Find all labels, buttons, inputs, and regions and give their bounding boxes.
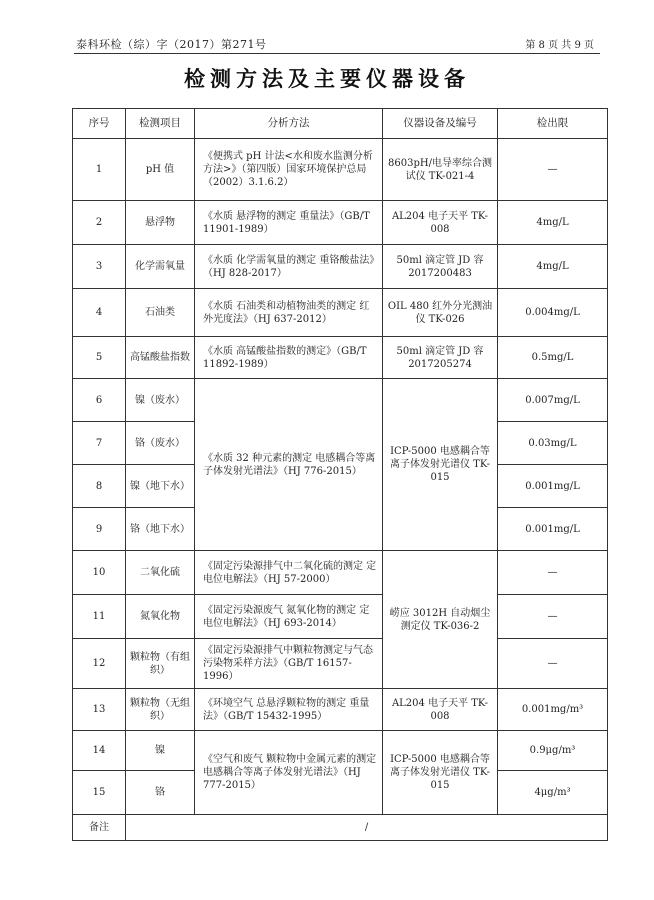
analysis-method: 《便携式 pH 计法<水和废水监测分析方法>》（第四版）国家环境保护总局（2002）3.1.6.2） (195, 139, 383, 201)
detection-limit: 4μg/m³ (498, 771, 608, 815)
detection-limit: 0.001mg/L (498, 465, 608, 508)
analysis-method: 《环境空气 总悬浮颗粒物的测定 重量法》（GB/T 15432-1995） (195, 689, 383, 731)
table-row (73, 639, 608, 689)
row-number: 5 (73, 337, 126, 379)
test-item: 颗粒物（无组织） (126, 689, 195, 731)
table-row (73, 139, 608, 201)
analysis-method: 《水质 悬浮物的测定 重量法》（GB/T 11901-1989） (195, 201, 383, 245)
row-number: 12 (73, 639, 126, 689)
instrument: AL204 电子天平 TK-008 (383, 689, 498, 731)
row-number: 3 (73, 245, 126, 289)
detection-limit: 0.5mg/L (498, 337, 608, 379)
instrument: 50ml 滴定管 JD 容 2017200483 (383, 245, 498, 289)
page-title: 检测方法及主要仪器设备 (184, 67, 470, 91)
test-item: 镍（地下水） (126, 465, 195, 508)
test-item: 铬 (126, 771, 195, 815)
instrument: 50ml 滴定管 JD 容 2017205274 (383, 337, 498, 379)
table-row (73, 337, 608, 379)
remarks-value: / (126, 815, 608, 841)
page-indicator: 第 8 页 共 9 页 (525, 40, 594, 51)
row-number: 14 (73, 731, 126, 771)
test-item: 高锰酸盐指数 (126, 337, 195, 379)
detection-limit: — (498, 551, 608, 595)
detection-limit: 0.001mg/L (498, 508, 608, 551)
table-row (73, 379, 608, 422)
analysis-method: 《固定污染源排气中颗粒物测定与气态污染物采样方法》（GB/T 16157-1996） (195, 639, 383, 689)
analysis-method: 《水质 高锰酸盐指数的测定》（GB/T 11892-1989） (195, 337, 383, 379)
row-number: 9 (73, 508, 126, 551)
detection-limit: — (498, 595, 608, 639)
detection-limit: 4mg/L (498, 245, 608, 289)
row-number: 15 (73, 771, 126, 815)
row-number: 11 (73, 595, 126, 639)
test-item: 颗粒物（有组织） (126, 639, 195, 689)
analysis-method: 《水质 32 种元素的测定 电感耦合等离子体发射光谱法》（HJ 776-2015） (195, 379, 383, 551)
detection-limit: 0.9μg/m³ (498, 731, 608, 771)
row-number: 10 (73, 551, 126, 595)
instrument: 8603pH/电导率综合测试仪 TK-021-4 (383, 139, 498, 201)
header-divider (74, 53, 600, 54)
table-row (73, 201, 608, 245)
detection-limit: 0.007mg/L (498, 379, 608, 422)
detection-limit: 4mg/L (498, 201, 608, 245)
table-row (73, 551, 608, 595)
detection-limit: — (498, 139, 608, 201)
table-row (73, 689, 608, 731)
table-row (73, 595, 608, 639)
row-number: 4 (73, 289, 126, 337)
remarks-row (73, 815, 608, 841)
table-row (73, 245, 608, 289)
instrument: AL204 电子天平 TK-008 (383, 201, 498, 245)
column-header-no: 序号 (73, 109, 126, 139)
row-number: 6 (73, 379, 126, 422)
remarks-label: 备注 (73, 815, 126, 841)
detection-limit: 0.004mg/L (498, 289, 608, 337)
instrument: OIL 480 红外分光测油仪 TK-026 (383, 289, 498, 337)
analysis-method: 《水质 石油类和动植物油类的测定 红外光度法》（HJ 637-2012） (195, 289, 383, 337)
detection-limit: 0.03mg/L (498, 422, 608, 465)
row-number: 2 (73, 201, 126, 245)
test-item: 二氧化硫 (126, 551, 195, 595)
row-number: 1 (73, 139, 126, 201)
test-item: 氮氧化物 (126, 595, 195, 639)
row-number: 13 (73, 689, 126, 731)
test-item: 镍（废水） (126, 379, 195, 422)
table-row (73, 289, 608, 337)
test-item: 石油类 (126, 289, 195, 337)
instrument: 崂应 3012H 自动烟尘测定仪 TK-036-2 (383, 551, 498, 689)
instrument: ICP-5000 电感耦合等离子体发射光谱仪 TK-015 (383, 731, 498, 815)
instrument: ICP-5000 电感耦合等离子体发射光谱仪 TK-015 (383, 379, 498, 551)
report-number: 泰科环检（综）字（2017）第271号 (76, 38, 267, 51)
methods-table (72, 108, 608, 841)
column-header-item: 检测项目 (126, 109, 195, 139)
test-item: 铬（地下水） (126, 508, 195, 551)
row-number: 8 (73, 465, 126, 508)
column-header-instrument: 仪器设备及编号 (383, 109, 498, 139)
analysis-method: 《固定污染源排气中二氧化硫的测定 定电位电解法》（HJ 57-2000） (195, 551, 383, 595)
column-header-method: 分析方法 (195, 109, 383, 139)
test-item: 铬（废水） (126, 422, 195, 465)
analysis-method: 《空气和废气 颗粒物中金属元素的测定 电感耦合等离子体发射光谱法》（HJ 777-2015） (195, 731, 383, 815)
table-row (73, 731, 608, 771)
test-item: 化学需氧量 (126, 245, 195, 289)
detection-limit: — (498, 639, 608, 689)
analysis-method: 《水质 化学需氧量的测定 重铬酸盐法》（HJ 828-2017） (195, 245, 383, 289)
test-item: 镍 (126, 731, 195, 771)
column-header-limit: 检出限 (498, 109, 608, 139)
table-header-row (73, 109, 608, 139)
test-item: 悬浮物 (126, 201, 195, 245)
analysis-method: 《固定污染源废气 氮氧化物的测定 定电位电解法》（HJ 693-2014） (195, 595, 383, 639)
row-number: 7 (73, 422, 126, 465)
test-item: pH 值 (126, 139, 195, 201)
detection-limit: 0.001mg/m³ (498, 689, 608, 731)
